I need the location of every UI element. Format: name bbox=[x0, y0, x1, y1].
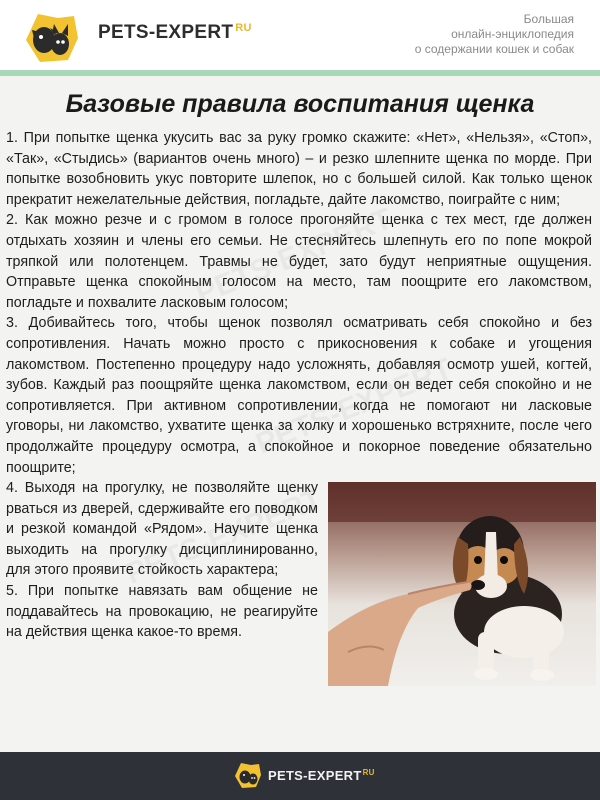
footer-brand-text: PETS-EXPERT bbox=[268, 768, 362, 783]
footer-brand-tld: RU bbox=[362, 768, 375, 777]
tagline-line: онлайн-энциклопедия bbox=[451, 27, 574, 41]
site-footer bbox=[0, 752, 600, 800]
header-accent-stripe bbox=[0, 70, 600, 76]
rule-paragraph-5: 5. При попытке навязать вам общение не поддавайтесь на провокацию, не реагируйте на действия щенка какое-то время. bbox=[6, 583, 318, 641]
rule-paragraph-1: 1. При попытке щенка укусить вас за руку громко скажите: «Нет», «Нельзя», «Стоп», «Так», «Стыдись» (вариантов очень много) – и резко шлепните щенка по морде. При попытке возобновить укус повторите шлепок, но с большей силой. Как только щенок прекратит нежелательные действия, погладьте, дайте лакомство, поиграйте с ним; bbox=[6, 130, 592, 208]
article-body bbox=[6, 128, 592, 686]
rule-paragraph-4: 4. Выходя на прогулку, не позволяйте щенку рваться из дверей, сдерживайте его поводком и резкой командой «Рядом». Научите щенка выходить на прогулку дисциплинированно, для этого проявите стойкость характера; bbox=[6, 480, 318, 579]
puppy-photo-image bbox=[328, 482, 596, 686]
site-logo[interactable] bbox=[18, 10, 82, 66]
brand-tld: RU bbox=[235, 22, 252, 34]
rule-paragraph-3: 3. Добивайтесь того, чтобы щенок позволял осматривать себя спокойно и без сопротивления. Начать можно просто с прикосновения к собаке и угощения лакомством. Постепенно процедуру надо усложнять, добавляя осмотр ушей, когтей, зубов. Каждый раз поощряйте щенка лакомством, если он ведет себя спокойно и не сопротивляется. При активном сопротивлении, когда не помогают ни ласковые уговоры, ни лакомство, ухватите щенка за холку и хорошенько встряхните, после чего продолжайте процедуру осмотра, а спокойное и покорное поведение обязательно поощрите; bbox=[6, 315, 592, 476]
footer-logo[interactable] bbox=[232, 761, 262, 791]
tagline-line: Большая bbox=[523, 12, 574, 26]
tagline-line: о содержании кошек и собак bbox=[414, 42, 574, 56]
article-title: Базовые правила воспитания щенка bbox=[65, 90, 535, 118]
footer-brand[interactable] bbox=[268, 768, 375, 783]
brand-text: PETS-EXPERT bbox=[98, 22, 234, 43]
puppy-photo bbox=[328, 482, 596, 686]
rule-paragraph-2: 2. Как можно резче и с громом в голосе прогоняйте щенка с тех мест, где должен отдыхать хозяин и члены его семьи. Не стесняйтесь шлепнуть его по попе мокрой тряпкой или полотенцем. Травмы не будет, зато будут неприятные ощущения. Отправьте щенка спокойным голосом на место, там поощрите его лакомством, погладьте и похвалите ласковым голосом; bbox=[6, 212, 592, 311]
dog-cat-logo-icon bbox=[18, 10, 82, 66]
site-header bbox=[0, 0, 600, 70]
brand-name[interactable] bbox=[98, 22, 252, 44]
dog-cat-logo-icon bbox=[232, 761, 262, 791]
site-tagline bbox=[354, 12, 574, 57]
